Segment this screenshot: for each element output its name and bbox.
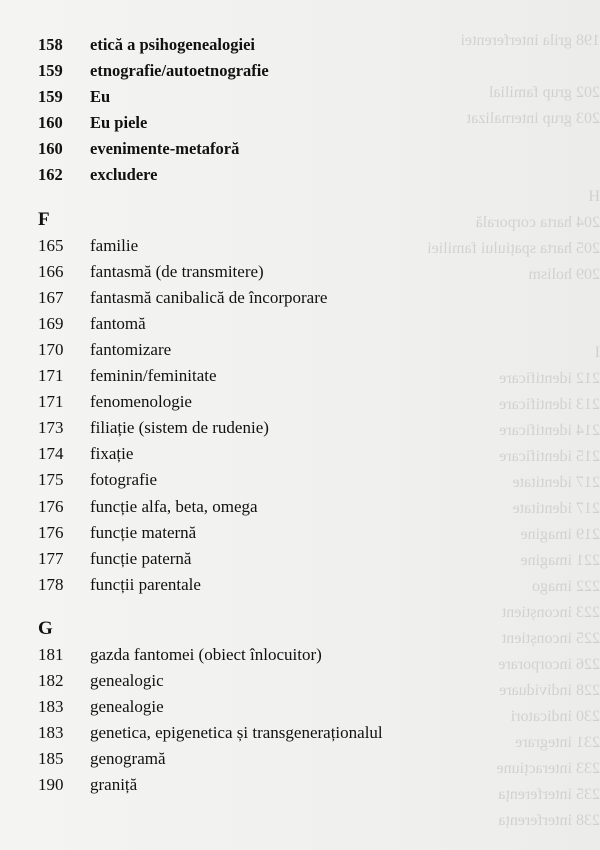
index-term: fantasmă canibalică de încorporare bbox=[90, 287, 328, 307]
index-entry bbox=[38, 467, 458, 493]
page-number: 165 bbox=[38, 235, 64, 255]
page-number: 183 bbox=[38, 723, 64, 743]
section-letter: G bbox=[38, 617, 53, 639]
index-term: evenimente-metaforă bbox=[90, 139, 240, 159]
page-number: 173 bbox=[38, 418, 64, 438]
index-term: excludere bbox=[90, 165, 158, 185]
index-entry bbox=[38, 285, 458, 311]
index-term: genogramă bbox=[90, 749, 166, 769]
index-entry bbox=[38, 572, 458, 598]
index-entry bbox=[38, 520, 458, 546]
index-entries bbox=[38, 233, 458, 598]
index-term: feminin/feminitate bbox=[90, 366, 217, 386]
index-group-f bbox=[38, 207, 458, 598]
index-entry bbox=[38, 84, 458, 110]
index-term: fantomă bbox=[90, 313, 146, 333]
show-through-text: 198 grila interferentei 202 grup familial 203 grup internalizat H 204 harta corporală 205 harta spațiului familiei 209 holism I 212 identificare 213 identificare 214 identificare 215 identificare 217 identitate 217 identitate 219 imagine 221 imagine 222 imago 223 inconștient 225 inconștient 226 incorporare 228 individuare 230 indicatori 231 integrare 233 interacțiune 235 interferența 238 interferența bbox=[427, 32, 600, 829]
index-term: fenomenologie bbox=[90, 392, 192, 412]
index-entry bbox=[38, 363, 458, 389]
page-number: 174 bbox=[38, 444, 64, 464]
index-term: Eu bbox=[90, 87, 111, 107]
page-number: 169 bbox=[38, 313, 64, 333]
index-term: funcție maternă bbox=[90, 522, 197, 542]
index-entry bbox=[38, 311, 458, 337]
page-number: 160 bbox=[38, 113, 63, 133]
index-term: familie bbox=[90, 235, 139, 255]
index-entry bbox=[38, 233, 458, 259]
page-number: 160 bbox=[38, 139, 63, 159]
index-entries bbox=[38, 642, 458, 799]
index-entry bbox=[38, 389, 458, 415]
index-entry bbox=[38, 32, 458, 58]
page-number: 178 bbox=[38, 574, 64, 594]
index-entry bbox=[38, 668, 458, 694]
index-term: gazda fantomei (obiect înlocuitor) bbox=[90, 644, 322, 664]
page-number: 176 bbox=[38, 522, 64, 542]
page-number: 190 bbox=[38, 775, 64, 795]
page-number: 175 bbox=[38, 470, 64, 490]
index-term: filiație (sistem de rudenie) bbox=[90, 418, 269, 438]
index-term: funcții parentale bbox=[90, 574, 201, 594]
page-number: 185 bbox=[38, 749, 64, 769]
index-term: genealogic bbox=[90, 670, 164, 690]
page-number: 183 bbox=[38, 697, 64, 717]
section-letter: F bbox=[38, 208, 50, 230]
index-term: funcție paternă bbox=[90, 548, 192, 568]
index-entry bbox=[38, 694, 458, 720]
page-number: 167 bbox=[38, 287, 64, 307]
page-number: 162 bbox=[38, 165, 63, 185]
page-number: 176 bbox=[38, 496, 64, 516]
index-term: etnografie/autoetnografie bbox=[90, 61, 269, 81]
index-entry bbox=[38, 58, 458, 84]
page-number: 159 bbox=[38, 87, 63, 107]
page-number: 181 bbox=[38, 644, 64, 664]
index-term: graniță bbox=[90, 775, 138, 795]
index-term: genetica, epigenetica și transgeneraționalul bbox=[90, 723, 383, 743]
index-term: fixație bbox=[90, 444, 134, 464]
index-entry bbox=[38, 720, 458, 746]
index-entry bbox=[38, 772, 458, 798]
index-term: genealogie bbox=[90, 697, 164, 717]
index-entry bbox=[38, 110, 458, 136]
index-term: fotografie bbox=[90, 470, 158, 490]
index-entry bbox=[38, 337, 458, 363]
index-group bbox=[38, 32, 458, 189]
index-entry bbox=[38, 546, 458, 572]
index-entry bbox=[38, 162, 458, 188]
index-term: Eu piele bbox=[90, 113, 148, 133]
index-entry bbox=[38, 642, 458, 668]
page-number: 170 bbox=[38, 339, 64, 359]
page-number: 177 bbox=[38, 548, 64, 568]
index-entry bbox=[38, 494, 458, 520]
index-entries bbox=[38, 32, 458, 189]
index-entry bbox=[38, 259, 458, 285]
page-number: 171 bbox=[38, 366, 64, 386]
page-number: 182 bbox=[38, 670, 64, 690]
index-entry bbox=[38, 136, 458, 162]
page-number: 171 bbox=[38, 392, 64, 412]
index-term: etică a psihogenealogiei bbox=[90, 35, 255, 54]
index-entry bbox=[38, 746, 458, 772]
index-term: funcție alfa, beta, omega bbox=[90, 496, 258, 516]
page-number: 159 bbox=[38, 61, 63, 81]
page-number: 166 bbox=[38, 261, 64, 281]
index-entry bbox=[38, 441, 458, 467]
page-number: 158 bbox=[38, 35, 63, 54]
subject-index bbox=[38, 32, 458, 798]
index-term: fantomizare bbox=[90, 339, 172, 359]
index-group-g bbox=[38, 616, 458, 799]
index-term: fantasmă (de transmitere) bbox=[90, 261, 264, 281]
index-entry bbox=[38, 415, 458, 441]
